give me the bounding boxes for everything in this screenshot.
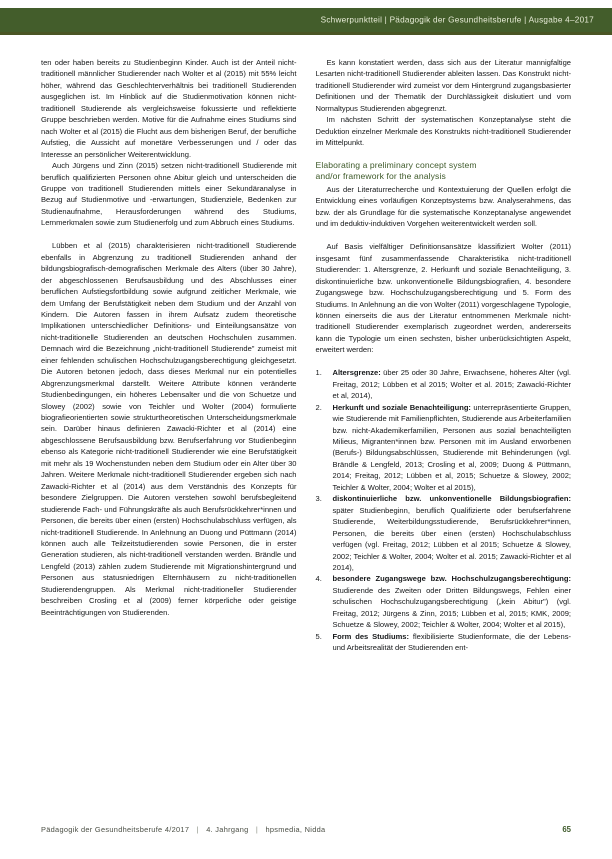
- footer-metadata: [41, 825, 325, 834]
- list-item: [316, 573, 572, 630]
- section-heading-line-1: Elaborating a preliminary concept system: [315, 159, 477, 170]
- list-item-text: unterrepräsentierte Gruppen, wie Studierende mit Familienpflichten, Studierende aus Arbeiterfamilien bzw. nicht-Akademikerfamilien, Personen aus sozial benachteiligten Milieus, Migranten*innen bzw. Personen mit im Ausland erworbenen (Berufs-) Bildungsabschlüssen, Studierende mit Behinderungen (vgl. Brändle & Lengfeld, 2013; Crosling et al, 2009; Duong & Püttmann, 2014; Freitag, 2012; Lübben et al, 2015; Schuetze & Slowey, 2002; Teichler & Wolter, 2004; Wolter et al 2015),: [332, 402, 571, 492]
- list-item-text: später Studienbeginn, beruflich Qualifizierte oder berufserfahrene Studierende, Weiterbildungsstudierende, Berufsrückkehrer*innen, Personen, die bereits über einen (ersten) Hochschulabschluss verfügen (vgl. Freitag, 2012; Lübben et al 2015; Schuetze & Slowey, 2002; Teichler & Wolter, 2004; Wolter et al. 2015; Zawacki-Richter et al 2014),: [332, 505, 571, 572]
- list-item-text: über 25 oder 30 Jahre, Erwachsene, höheres Alter (vgl. Freitag, 2012; Lübben et al 2015; Wolter et al. 2015; Zawacki-Richter et al, 2014),: [332, 368, 571, 401]
- right-column: [316, 57, 572, 809]
- list-item-lead: Altersgrenze:: [332, 368, 381, 378]
- list-item: [316, 367, 572, 401]
- running-header-text: Schwerpunktteil | Pädagogik der Gesundheitsberufe | Ausgabe 4–2017: [320, 15, 594, 25]
- list-item-text: Studierende des Zweiten oder Dritten Bildungswegs, Fehlen einer schulischen Hochschulzugangsberechtigung („kein Abitur") (vgl. Freitag, 2012; Jürgens & Zinn, 2015; Lübben et al, 2015; KMK, 2009; Schuetze & Slowey, 2002; Teichler & Wolter, 2004; Wolter et al 2015),: [332, 585, 571, 630]
- page-footer: [41, 825, 571, 834]
- footer-publisher: hpsmedia, Nidda: [265, 825, 326, 834]
- characteristics-list: [316, 367, 572, 653]
- list-item-lead: besondere Zugangswege bzw. Hochschulzugangsberechtigung:: [332, 574, 571, 584]
- footer-separator: |: [255, 825, 259, 834]
- list-item: [316, 493, 572, 573]
- list-item: [316, 402, 572, 494]
- page-number: 65: [562, 825, 571, 834]
- paragraph: Im nächsten Schritt der systematischen Konzeptanalyse steht die Deduktion einzelner Merkmale des Konstrukts nicht-traditionell Studierender im Mittelpunkt.: [315, 115, 571, 148]
- paragraph: Auch Jürgens und Zinn (2015) setzen nicht-traditionell Studierende mit beruflich qualifizierten Personen ohne Abitur gleich und unterscheiden die Gruppe von traditionell Studierenden mittels einer Sekundäranalyse in Bezug auf Studienmotive und -erwartungen, Studienziele, Bedenken zur Studienaufnahme, Herausforderungen während des Studiums, Lernmerkmalen sowie zum Studienerfolg und zum Abbruch eines Studiums.: [41, 161, 297, 228]
- left-column: [41, 57, 297, 809]
- list-item-text: flexibilisierte Studienformate, die der Lebens- und Arbeitsrealität der Studierenden ent-: [332, 631, 571, 653]
- footer-journal: Pädagogik der Gesundheitsberufe 4/2017: [41, 825, 190, 834]
- paragraph: Lübben et al (2015) charakterisieren nicht-traditionell Studierende ebenfalls in Abgrenzung zu traditionell Studierenden anhand der bildungsbiografisch-demografischen Merkmale des Alters (über 30 Jahre), der abgeschlossenen Berufsausbildung und des Abschlusses einer beruflichen Aufstiegsfortbildung sowie aufgrund zeitlicher Merkmale, wie dem Umfang der Berufstätigkeit neben dem Studium und der Anzahl von Kindern. Die Autoren fassen in ihrem Aufsatz zudem theoretische Implikationen unterschiedlicher Definitions- und Einteilungsansätze von nicht-traditionelle Studierenden an deutschen Hochschulen zusammen. Demnach wird die Bezeichnung „nicht-traditionell Studierende" zumeist mit einer fehlenden schulischen Hochschulzugangsberechtigung gleichgesetzt. Die Autoren betonen jedoch, dass dieses Merkmal nur ein potentielles Abgrenzungsmerkmal darstellt. Weitere Attribute können veränderte Studienbedingungen, ein höheres Lebensalter und die von Schuetze und Slowey (2002) sowie von Teichler und Wolter (2004) formulierte biografieorientierten sowie strukturtheoretischen Unterscheidungsmerkmale sein. Darüber hinaus definieren Zawacki-Richter et al (2014) eine abgeschlossene Berufsausbildung bzw. Berufserfahrung vor Studienbeginn ebenso als Kategorie nicht-traditionell Studierender wie eine Berufstätigkeit mit mehr als 19 Wochenstunden neben dem Studium oder ein Alter über 30 Jahren. Weitere Merkmale nicht-traditionell Studierender ergeben sich nach Zawacki-Richter et al (2014) aus dem Verständnis des Konzepts für besondere Zielgruppen. Die Autoren verstehen sowohl berufsbegleitend studierende Fach- und Führungskräfte als auch Berufsrückkehrer*innen und Personen, die bereits über einen (ersten) Hochschulabschluss verfügen, als nicht-traditionell Studierende. In Anlehnung an Duong und Püttmann (2014) können auch alle Teilzeitstudierenden sowie Personen, die in erster Generation studieren, als nicht-traditionell verstanden werden. Brändle und Lengfeld (2013) zählen zudem Studierende mit Migrationshintergrund und Personen aus statusniedrigen Elternhäusern zu nicht-traditionellen Studierendengruppen. Als Merkmal nicht-traditioneller Studierender beschreiben Crosling et al (2009) ferner körperliche oder geistige Beeinträchtigungen von Studierenden.: [41, 241, 297, 617]
- list-item-lead: diskontinuierliche bzw. unkonventionelle Bildungsbiografien:: [332, 494, 571, 504]
- list-item-lead: Herkunft und soziale Benachteiligung:: [332, 402, 471, 412]
- page-body: [41, 57, 571, 809]
- paragraph: Aus der Literaturrecherche und Kontextuierung der Quellen erfolgt die Entwicklung eines vorläufigen Konzeptsystems bzw. Analyserahmens, das bzw. der als Grundlage für die systematische Konzeptanalyse angewendet und im deduktiv-induktiven Vorgehen weiterentwickelt werden soll.: [315, 185, 571, 229]
- footer-volume: 4. Jahrgang: [206, 825, 249, 834]
- section-heading-line-2: and/or framework for the analysis: [315, 170, 446, 181]
- paragraph: Es kann konstatiert werden, dass sich aus der Literatur mannigfaltige Lesarten nicht-traditionell Studierender ableiten lassen. Das Konstrukt nicht-traditionell Studierender wird zumeist vor dem Hintergrund zugangsbasierter Definitionen und der Thematik der Durchlässigkeit diskutiert und vom Normaltypus Studierenden abgegrenzt.: [315, 58, 571, 113]
- running-header-stripe: [0, 32, 612, 35]
- footer-separator: |: [196, 825, 199, 834]
- paragraph: Auf Basis vielfältiger Definitionsansätze klassifiziert Wolter (2011) insgesamt fünf zusammenfassende Charakteristika nicht-traditionell Studierender: 1. Altersgrenze, 2. Herkunft und soziale Benachteiligung, 3. diskontinuierliche bzw. unkonventionelle Bildungsbiografien, 4. besondere Zugangswege bzw. Hochschulzugangsberechtigung und 5. Form des Studiums. In Anlehnung an die von Wolter (2011) vorgeschlagene Typologie, können einerseits die aus der Literatur entnommenen Merkmale nicht-traditionell Studierender exemplarisch zugeordnet werden, andererseits kann die Typologie um einen sechsten, bisher unberücksichtigten Aspekt, erweitert werden:: [315, 242, 572, 355]
- running-header-bar: [0, 8, 612, 32]
- list-item: [316, 631, 572, 654]
- paragraph: ten oder haben bereits zu Studienbeginn Kinder. Auch ist der Anteil nicht-traditionell männlicher Studierender nach Wolter et al (2015) mit 55% leicht höher, während das Geschlechterverhältnis bei traditionell Studierenden ausgeglichen ist. Im Hinblick auf die Studienmotivation können nicht-traditionell Studierende als vergleichsweise fokussierte und reflektierte Gruppe beschrieben werden. Motive für die Aufnahme eines Studiums sind nach Wolter et al (2015) die Flucht aus dem bisherigen Beruf, der berufliche Aufstieg, die Aussicht auf monetäre Verbesserungen und / oder das Interesse an persönlicher Weiterentwicklung.: [41, 58, 297, 159]
- list-item-lead: Form des Studiums:: [332, 631, 410, 641]
